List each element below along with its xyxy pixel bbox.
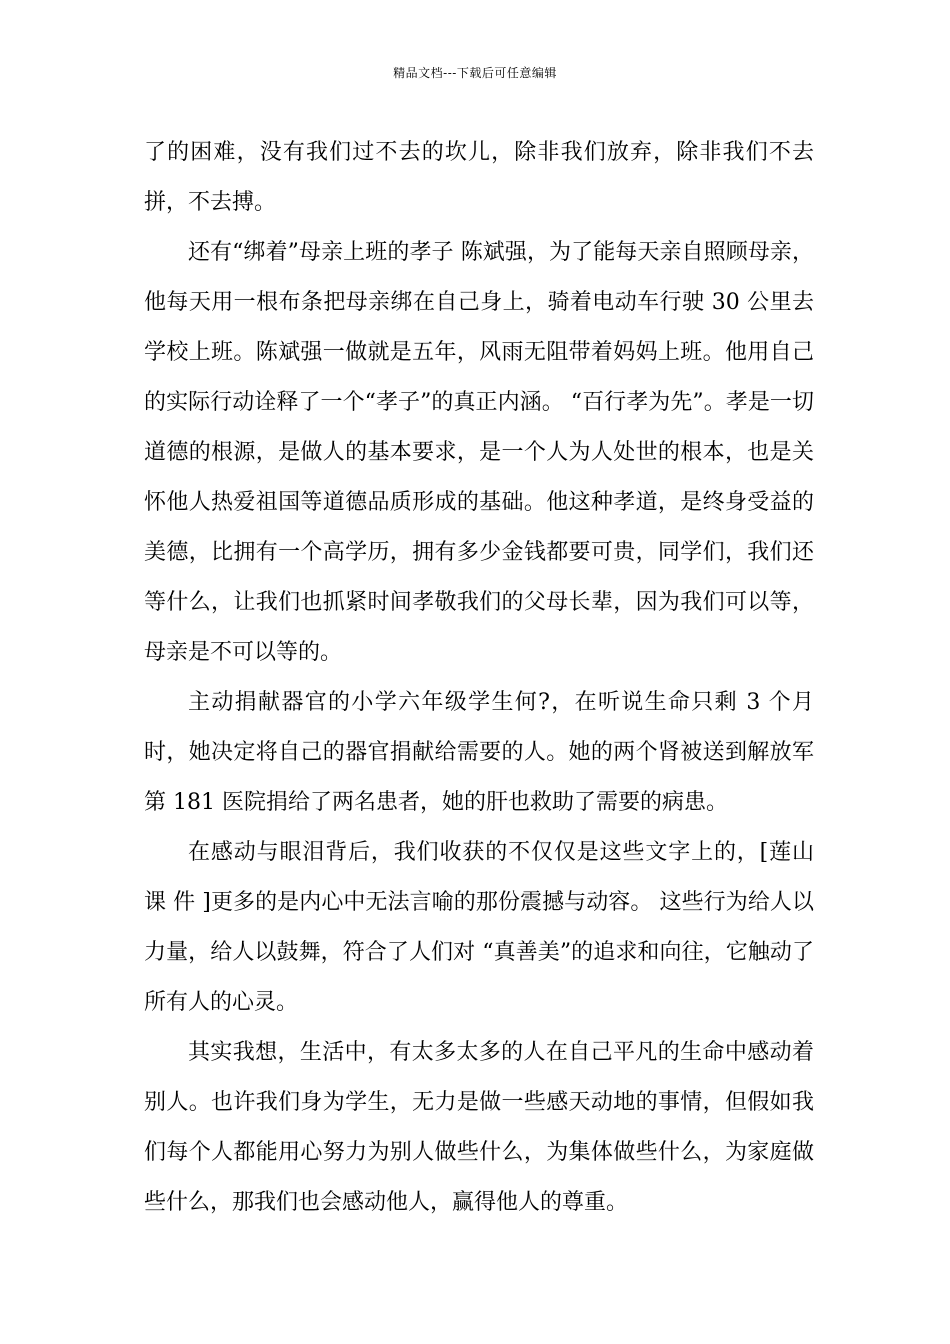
paragraph-organ-donation: 主动捐献器官的小学六年级学生何?，在听说生命只剩 3 个月时，她决定将自己的器官捐献给需要的人。她的两个肾被送到解放军第 181 医院捐给了两名患者，她的肝也救助了需要的病患。 <box>144 690 814 815</box>
paragraph-continuation: 了的困难，没有我们过不去的坎儿，除非我们放弃，除非我们不去拼，不去搏。 <box>144 140 814 215</box>
running-header: 精品文档---下载后可任意编辑 <box>393 66 557 80</box>
paragraph-filial-son: 还有“绑着”母亲上班的孝子 陈斌强，为了能每天亲自照顾母亲，他每天用一根布条把母亲绑在自己身上，骑着电动车行驶 30 公里去学校上班。陈斌强一做就是五年，风雨无阻带着妈妈上班。他用自己的实际行动诠释了一个“孝子”的真正内涵。 “百行孝为先”。孝是一切道德的根源，是做人的基本要求，是一个人为人处世的根本，也是关怀他人热爱祖国等道德品质形成的基础。他这种孝道，是终身受益的美德，比拥有一个高学历，拥有多少金钱都要可贵，同学们，我们还等什么，让我们也抓紧时间孝敬我们的父母长辈，因为我们可以等，母亲是不可以等的。 <box>144 240 814 665</box>
paragraph-conclusion: 其实我想，生活中，有太多太多的人在自己平凡的生命中感动着别人。也许我们身为学生，无力是做一些感天动地的事情，但假如我们每个人都能用心努力为别人做些什么，为集体做些什么，为家庭做些什么，那我们也会感动他人，赢得他人的尊重。 <box>144 1040 814 1215</box>
paragraph-moved-and-tears: 在感动与眼泪背后，我们收获的不仅仅是这些文字上的，[莲山 课 件 ]更多的是内心中无法言喻的那份震撼与动容。 这些行为给人以力量，给人以鼓舞，符合了人们对 “真善美”的追求和向往，它触动了所有人的心灵。 <box>144 840 814 1015</box>
body-text <box>144 128 814 1228</box>
